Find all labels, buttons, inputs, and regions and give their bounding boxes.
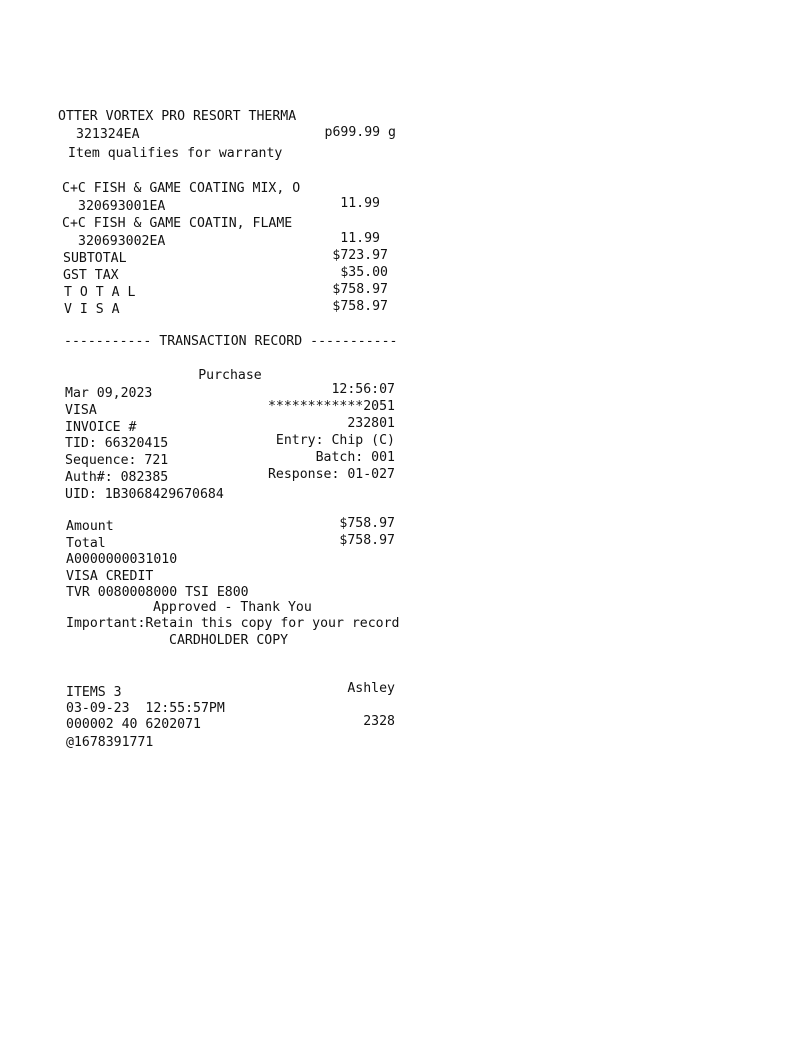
application-label: VISA CREDIT [66, 569, 154, 584]
item-3-sku: 320693002EA [78, 234, 166, 249]
amount-label: Amount [66, 519, 114, 534]
item-1-warranty-note: Item qualifies for warranty [68, 146, 283, 161]
transaction-record-header: ----------- TRANSACTION RECORD ----------- [64, 334, 398, 349]
card-number: ************2051 [267, 399, 395, 414]
item-1-price: p699.99 g [324, 125, 396, 140]
entry-method: Entry: Chip (C) [275, 433, 395, 448]
approval-message: Approved - Thank You [153, 600, 312, 615]
tender-label: V I S A [64, 302, 120, 317]
tax-value: $35.00 [340, 265, 388, 280]
invoice-label: INVOICE # [65, 420, 137, 435]
card-type: VISA [65, 403, 97, 418]
subtotal-label: SUBTOTAL [63, 251, 127, 266]
total-label: T O T A L [64, 285, 136, 300]
auth-code: Auth#: 082385 [65, 470, 169, 485]
item-2-price: 11.99 [340, 196, 380, 211]
total-value: $758.97 [332, 282, 388, 297]
sequence: Sequence: 721 [65, 453, 169, 468]
reference-number: @1678391771 [66, 735, 154, 750]
amount-value: $758.97 [339, 516, 395, 531]
response-code: Response: 01-027 [267, 467, 395, 482]
items-count: ITEMS 3 [66, 685, 122, 700]
application-id: A0000000031010 [66, 552, 178, 567]
transaction-date: Mar 09,2023 [65, 386, 153, 401]
item-3-price: 11.99 [340, 231, 380, 246]
transaction-time: 12:56:07 [331, 382, 395, 397]
invoice-number: 232801 [347, 416, 395, 431]
footer-code: 2328 [363, 714, 395, 729]
transaction-type: Purchase [198, 368, 262, 383]
transaction-total-label: Total [66, 536, 106, 551]
item-3-description: C+C FISH & GAME COATIN, FLAME [62, 216, 293, 231]
cardholder-copy: CARDHOLDER COPY [169, 633, 289, 648]
item-2-sku: 320693001EA [78, 199, 166, 214]
cashier-name: Ashley [347, 681, 395, 696]
footer-datetime: 03-09-23 12:55:57PM [66, 701, 225, 716]
item-2-description: C+C FISH & GAME COATING MIX, O [62, 181, 301, 196]
item-1-sku: 321324EA [76, 127, 140, 142]
batch: Batch: 001 [315, 450, 395, 465]
tender-value: $758.97 [332, 299, 388, 314]
tvr-tsi: TVR 0080008000 TSI E800 [66, 585, 249, 600]
subtotal-value: $723.97 [332, 248, 388, 263]
item-1-description: OTTER VORTEX PRO RESORT THERMA [58, 109, 297, 124]
important-notice: Important:Retain this copy for your record [66, 616, 400, 631]
tax-label: GST TAX [63, 268, 119, 283]
store-line: 000002 40 6202071 [66, 717, 201, 732]
terminal-id: TID: 66320415 [65, 436, 169, 451]
uid: UID: 1B3068429670684 [65, 487, 224, 502]
transaction-total-value: $758.97 [339, 533, 395, 548]
